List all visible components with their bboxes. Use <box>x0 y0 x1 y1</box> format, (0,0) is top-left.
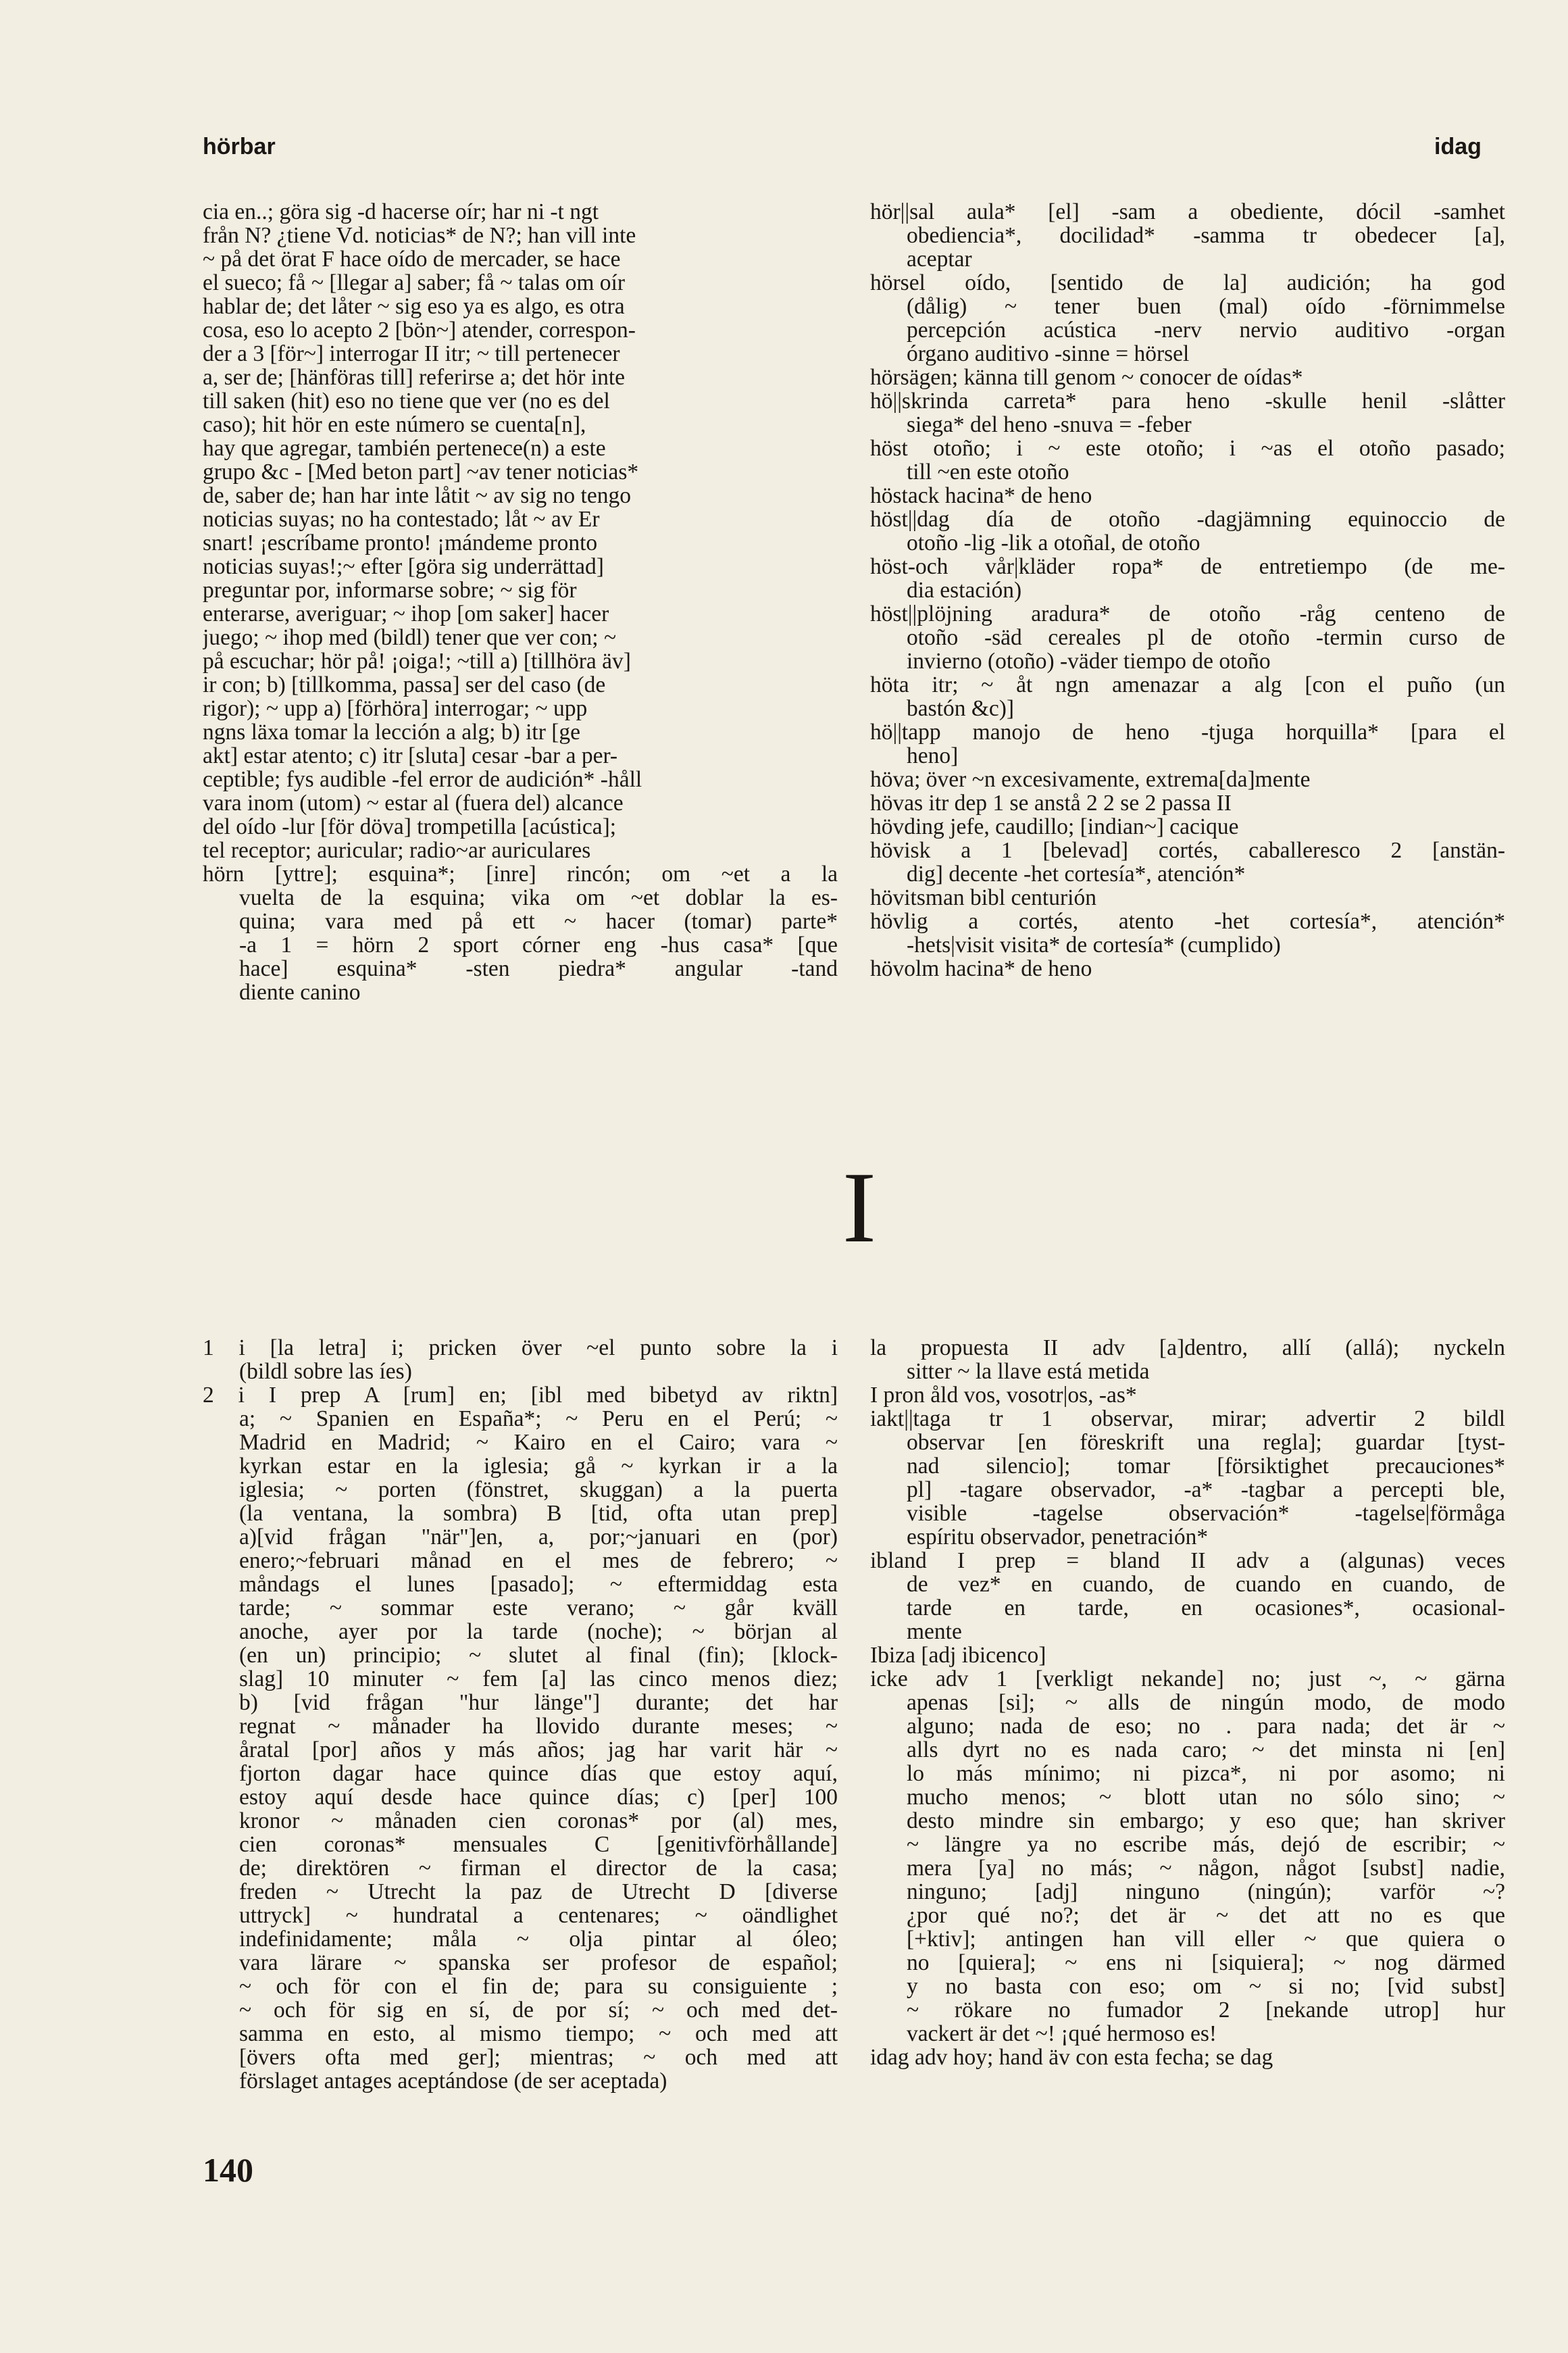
text-line: de vez* en cuando, de cuando en cuando, de <box>907 1572 1505 1596</box>
text-line: hö||tapp manojo de heno -tjuga horquilla* [para el <box>870 720 1505 744</box>
text-line: måndags el lunes [pasado]; ~ eftermiddag esta <box>239 1572 838 1596</box>
text-line: hörn [yttre]; esquina*; [inre] rincón; om ~et a la <box>203 862 838 886</box>
text-line: (dålig) ~ tener buen (mal) oído -förnimmelse <box>907 295 1505 318</box>
text-line: ninguno; [adj] ninguno (ningún); varför ~? <box>907 1880 1505 1904</box>
text-line: ~ på det örat F hace oído de mercader, se hace <box>203 247 621 271</box>
text-line: de, saber de; han har inte låtit ~ av sig no tengo <box>203 484 631 507</box>
text-line: dig] decente -het cortesía*, atención* <box>907 862 1246 886</box>
text-line: apenas [si]; ~ alls de ningún modo, de modo <box>907 1691 1505 1714</box>
text-line: Madrid en Madrid; ~ Kairo en el Cairo; vara ~ <box>239 1431 838 1454</box>
column-bottom-left <box>203 1336 838 2093</box>
text-line: idag adv hoy; hand äv con esta fecha; se dag <box>870 2046 1273 2069</box>
text-line: ¿por qué no?; det är ~ det att no es que <box>907 1904 1505 1927</box>
text-line: hörsägen; känna till genom ~ conocer de oídas* <box>870 366 1303 389</box>
running-head-right: idag <box>1434 134 1482 159</box>
text-line: kronor ~ månaden cien coronas* por (al) mes, <box>239 1809 838 1833</box>
text-line: till saken (hit) eso no tiene que ver (no es del <box>203 389 610 413</box>
text-line: a)[vid frågan "när"]en, a, por;~januari en (por) <box>239 1525 838 1549</box>
text-line: tarde en tarde, en ocasiones*, ocasional- <box>907 1596 1505 1620</box>
text-line: hövitsman bibl centurión <box>870 886 1096 910</box>
text-line: cien coronas* mensuales C [genitivförhållande] <box>239 1833 838 1856</box>
text-line: [+ktiv]; antingen han vill eller ~ que quiera o <box>907 1927 1505 1951</box>
text-line: höst||dag día de otoño -dagjämning equinoccio de <box>870 507 1505 531</box>
text-line: siega* del heno -snuva = -feber <box>907 413 1192 437</box>
text-line: hör||sal aula* [el] -sam a obediente, dócil -samhet <box>870 200 1505 224</box>
text-line: åratal [por] años y más años; jag har varit här ~ <box>239 1738 838 1762</box>
text-line: förslaget antages aceptándose (de ser aceptada) <box>239 2069 667 2093</box>
text-line: 1 i [la letra] i; pricken över ~el punto sobre la i <box>203 1336 838 1360</box>
text-line: akt] estar atento; c) itr [sluta] cesar -bar a per- <box>203 744 618 768</box>
text-line: indefinidamente; måla ~ olja pintar al óleo; <box>239 1927 838 1951</box>
column-top-left <box>203 200 838 1004</box>
text-line: juego; ~ ihop med (bildl) tener que ver con; ~ <box>203 626 617 649</box>
text-line: hace] esquina* -sten piedra* angular -tand <box>239 957 838 981</box>
text-line: Ibiza [adj ibicenco] <box>870 1643 1046 1667</box>
text-line: cia en..; göra sig -d hacerse oír; har ni -t ngt <box>203 200 599 224</box>
text-line: der a 3 [för~] interrogar II itr; ~ till pertenecer <box>203 342 620 366</box>
text-line: ~ och för sig en sí, de por sí; ~ och med det- <box>239 1998 838 2022</box>
text-line: y no basta con eso; om ~ si no; [vid subst] <box>907 1975 1505 1998</box>
text-line: fjorton dagar hace quince días que estoy aquí, <box>239 1762 838 1785</box>
text-line: hörsel oído, [sentido de la] audición; ha god <box>870 271 1505 295</box>
text-line: iglesia; ~ porten (fönstret, skuggan) a la puerta <box>239 1478 838 1502</box>
text-line: ibland I prep = bland II adv a (algunas) veces <box>870 1549 1505 1572</box>
text-line: icke adv 1 [verkligt nekande] no; just ~, ~ gärna <box>870 1667 1505 1691</box>
running-head-left: hörbar <box>203 134 276 159</box>
text-line: el sueco; få ~ [llegar a] saber; få ~ talas om oír <box>203 271 626 295</box>
text-line: dia estación) <box>907 578 1022 602</box>
text-line: hövas itr dep 1 se anstå 2 2 se 2 passa II <box>870 791 1232 815</box>
text-line: I pron åld vos, vosotr|os, -as* <box>870 1383 1137 1407</box>
text-line: espíritu observador, penetración* <box>907 1525 1209 1549</box>
text-line: tel receptor; auricular; radio~ar auriculares <box>203 839 591 862</box>
text-line: tarde; ~ sommar este verano; ~ går kväll <box>239 1596 838 1620</box>
text-line: percepción acústica -nerv nervio auditivo -organ <box>907 318 1505 342</box>
text-line: -hets|visit visita* de cortesía* (cumplido) <box>907 933 1281 957</box>
text-line: bastón &c)] <box>907 697 1015 720</box>
text-line: nad silencio]; tomar [försiktighet precauciones* <box>907 1454 1505 1478</box>
text-line: hö||skrinda carreta* para heno -skulle henil -slåtter <box>870 389 1505 413</box>
text-line: heno] <box>907 744 959 768</box>
text-line: mucho menos; ~ blott utan no sólo sino; ~ <box>907 1785 1505 1809</box>
text-line: hövlig a cortés, atento -het cortesía*, atención* <box>870 910 1505 933</box>
text-line: otoño -säd cereales pl de otoño -termin curso de <box>907 626 1505 649</box>
text-line: hövolm hacina* de heno <box>870 957 1092 981</box>
text-line: anoche, ayer por la tarde (noche); ~ början al <box>239 1620 838 1643</box>
text-line: hablar de; det låter ~ sig eso ya es algo, es otra <box>203 295 625 318</box>
text-line: lo más mínimo; ni pizca*, ni por asomo; ni <box>907 1762 1505 1785</box>
text-line: visible -tagelse observación* -tagelse|förmåga <box>907 1502 1505 1525</box>
text-line: mente <box>907 1620 962 1643</box>
text-line: del oído -lur [för döva] trompetilla [acústica]; <box>203 815 617 839</box>
text-line: noticias suyas!;~ efter [göra sig underrättad] <box>203 555 604 578</box>
text-line: (la ventana, la sombra) B [tid, ofta utan prep] <box>239 1502 838 1525</box>
text-line: vara lärare ~ spanska ser profesor de español; <box>239 1951 838 1975</box>
section-letter: I <box>842 1151 876 1264</box>
text-line: sitter ~ la llave está metida <box>907 1360 1150 1383</box>
text-line: -a 1 = hörn 2 sport córner eng -hus casa* [que <box>239 933 838 957</box>
text-line: ir con; b) [tillkomma, passa] ser del caso (de <box>203 673 606 697</box>
text-line: höva; över ~n excesivamente, extrema[da]mente <box>870 768 1311 791</box>
text-line: vuelta de la esquina; vika om ~et doblar la es- <box>239 886 838 910</box>
text-line: samma en esto, al mismo tiempo; ~ och med att <box>239 2022 838 2046</box>
text-line: ceptible; fys audible -fel error de audición* -håll <box>203 768 642 791</box>
text-line: órgano auditivo -sinne = hörsel <box>907 342 1190 366</box>
text-line: på escuchar; hör på! ¡oiga!; ~till a) [tillhöra äv] <box>203 649 631 673</box>
column-bottom-right <box>870 1336 1505 2069</box>
text-line: a; ~ Spanien en España*; ~ Peru en el Perú; ~ <box>239 1407 838 1431</box>
text-line: (en un) principio; ~ slutet al final (fin); [klock- <box>239 1643 838 1667</box>
text-line: otoño -lig -lik a otoñal, de otoño <box>907 531 1200 555</box>
text-line: la propuesta II adv [a]dentro, allí (allá); nyckeln <box>870 1336 1505 1360</box>
text-line: mera [ya] no más; ~ någon, något [subst] nadie, <box>907 1856 1505 1880</box>
text-line: estoy aquí desde hace quince días; c) [per] 100 <box>239 1785 838 1809</box>
text-line: hövding jefe, caudillo; [indian~] cacique <box>870 815 1239 839</box>
text-line: kyrkan estar en la iglesia; gå ~ kyrkan ir a la <box>239 1454 838 1478</box>
text-line: ~ längre ya no escribe más, dejó de escribir; ~ <box>907 1833 1505 1856</box>
text-line: till ~en este otoño <box>907 460 1069 484</box>
text-line: från N? ¿tiene Vd. noticias* de N?; han vill inte <box>203 224 636 247</box>
text-line: preguntar por, informarse sobre; ~ sig för <box>203 578 577 602</box>
text-line: 2 i I prep A [rum] en; [ibl med bibetyd av riktn] <box>203 1383 838 1407</box>
text-line: enero;~februari månad en el mes de febrero; ~ <box>239 1549 838 1572</box>
text-line: aceptar <box>907 247 972 271</box>
text-line: uttryck] ~ hundratal a centenares; ~ oändlighet <box>239 1904 838 1927</box>
text-line: snart! ¡escríbame pronto! ¡mándeme pronto <box>203 531 598 555</box>
text-line: (bildl sobre las íes) <box>239 1360 412 1383</box>
text-line: ~ och för con el fin de; para su consiguiente ; <box>239 1975 838 1998</box>
text-line: regnat ~ månader ha llovido durante meses; ~ <box>239 1714 838 1738</box>
text-line: slag] 10 minuter ~ fem [a] las cinco menos diez; <box>239 1667 838 1691</box>
text-line: cosa, eso lo acepto 2 [bön~] atender, correspon- <box>203 318 636 342</box>
text-line: ~ rökare no fumador 2 [nekande utrop] hur <box>907 1998 1505 2022</box>
text-line: obediencia*, docilidad* -samma tr obedecer [a], <box>907 224 1505 247</box>
text-line: caso); hit hör en este número se cuenta[n], <box>203 413 586 437</box>
text-line: a, ser de; [hänföras till] referirse a; det hör inte <box>203 366 626 389</box>
text-line: vackert är det ~! ¡qué hermoso es! <box>907 2022 1217 2046</box>
text-line: observar [en föreskrift una regla]; guardar [tyst- <box>907 1431 1505 1454</box>
text-line: b) [vid frågan "hur länge"] durante; det har <box>239 1691 838 1714</box>
text-line: vara inom (utom) ~ estar al (fuera del) alcance <box>203 791 624 815</box>
text-line: höst-och vår|kläder ropa* de entretiempo (de me- <box>870 555 1505 578</box>
text-line: invierno (otoño) -väder tiempo de otoño <box>907 649 1271 673</box>
text-line: grupo &c - [Med beton part] ~av tener noticias* <box>203 460 639 484</box>
text-line: de; direktören ~ firman el director de la casa; <box>239 1856 838 1880</box>
text-line: iakt||taga tr 1 observar, mirar; advertir 2 bildl <box>870 1407 1505 1431</box>
text-line: alls dyrt no es nada caro; ~ det minsta ni [en] <box>907 1738 1505 1762</box>
page-number: 140 <box>203 2151 253 2189</box>
text-line: desto mindre sin embargo; y eso que; han skriver <box>907 1809 1505 1833</box>
text-line: diente canino <box>239 981 361 1004</box>
text-line: alguno; nada de eso; no . para nada; det är ~ <box>907 1714 1505 1738</box>
text-line: ngns läxa tomar la lección a alg; b) itr [ge <box>203 720 581 744</box>
text-line: freden ~ Utrecht la paz de Utrecht D [diverse <box>239 1880 838 1904</box>
text-line: höst otoño; i ~ este otoño; i ~as el otoño pasado; <box>870 437 1505 460</box>
text-line: höstack hacina* de heno <box>870 484 1092 507</box>
text-line: höta itr; ~ åt ngn amenazar a alg [con el puño (un <box>870 673 1505 697</box>
text-line: enterarse, averiguar; ~ ihop [om saker] hacer <box>203 602 609 626</box>
text-line: hövisk a 1 [belevad] cortés, caballeresco 2 [anstän- <box>870 839 1505 862</box>
text-line: noticias suyas; no ha contestado; låt ~ av Er <box>203 507 600 531</box>
text-line: höst||plöjning aradura* de otoño -råg centeno de <box>870 602 1505 626</box>
text-line: quina; vara med på ett ~ hacer (tomar) parte* <box>239 910 838 933</box>
column-top-right <box>870 200 1505 981</box>
text-line: rigor); ~ upp a) [förhöra] interrogar; ~ upp <box>203 697 588 720</box>
text-line: hay que agregar, también pertenece(n) a este <box>203 437 606 460</box>
text-line: [övers ofta med ger]; mientras; ~ och med att <box>239 2046 838 2069</box>
text-line: no [quiera]; ~ ens ni [siquiera]; ~ nog därmed <box>907 1951 1505 1975</box>
text-line: pl] -tagare observador, -a* -tagbar a percepti ble, <box>907 1478 1505 1502</box>
